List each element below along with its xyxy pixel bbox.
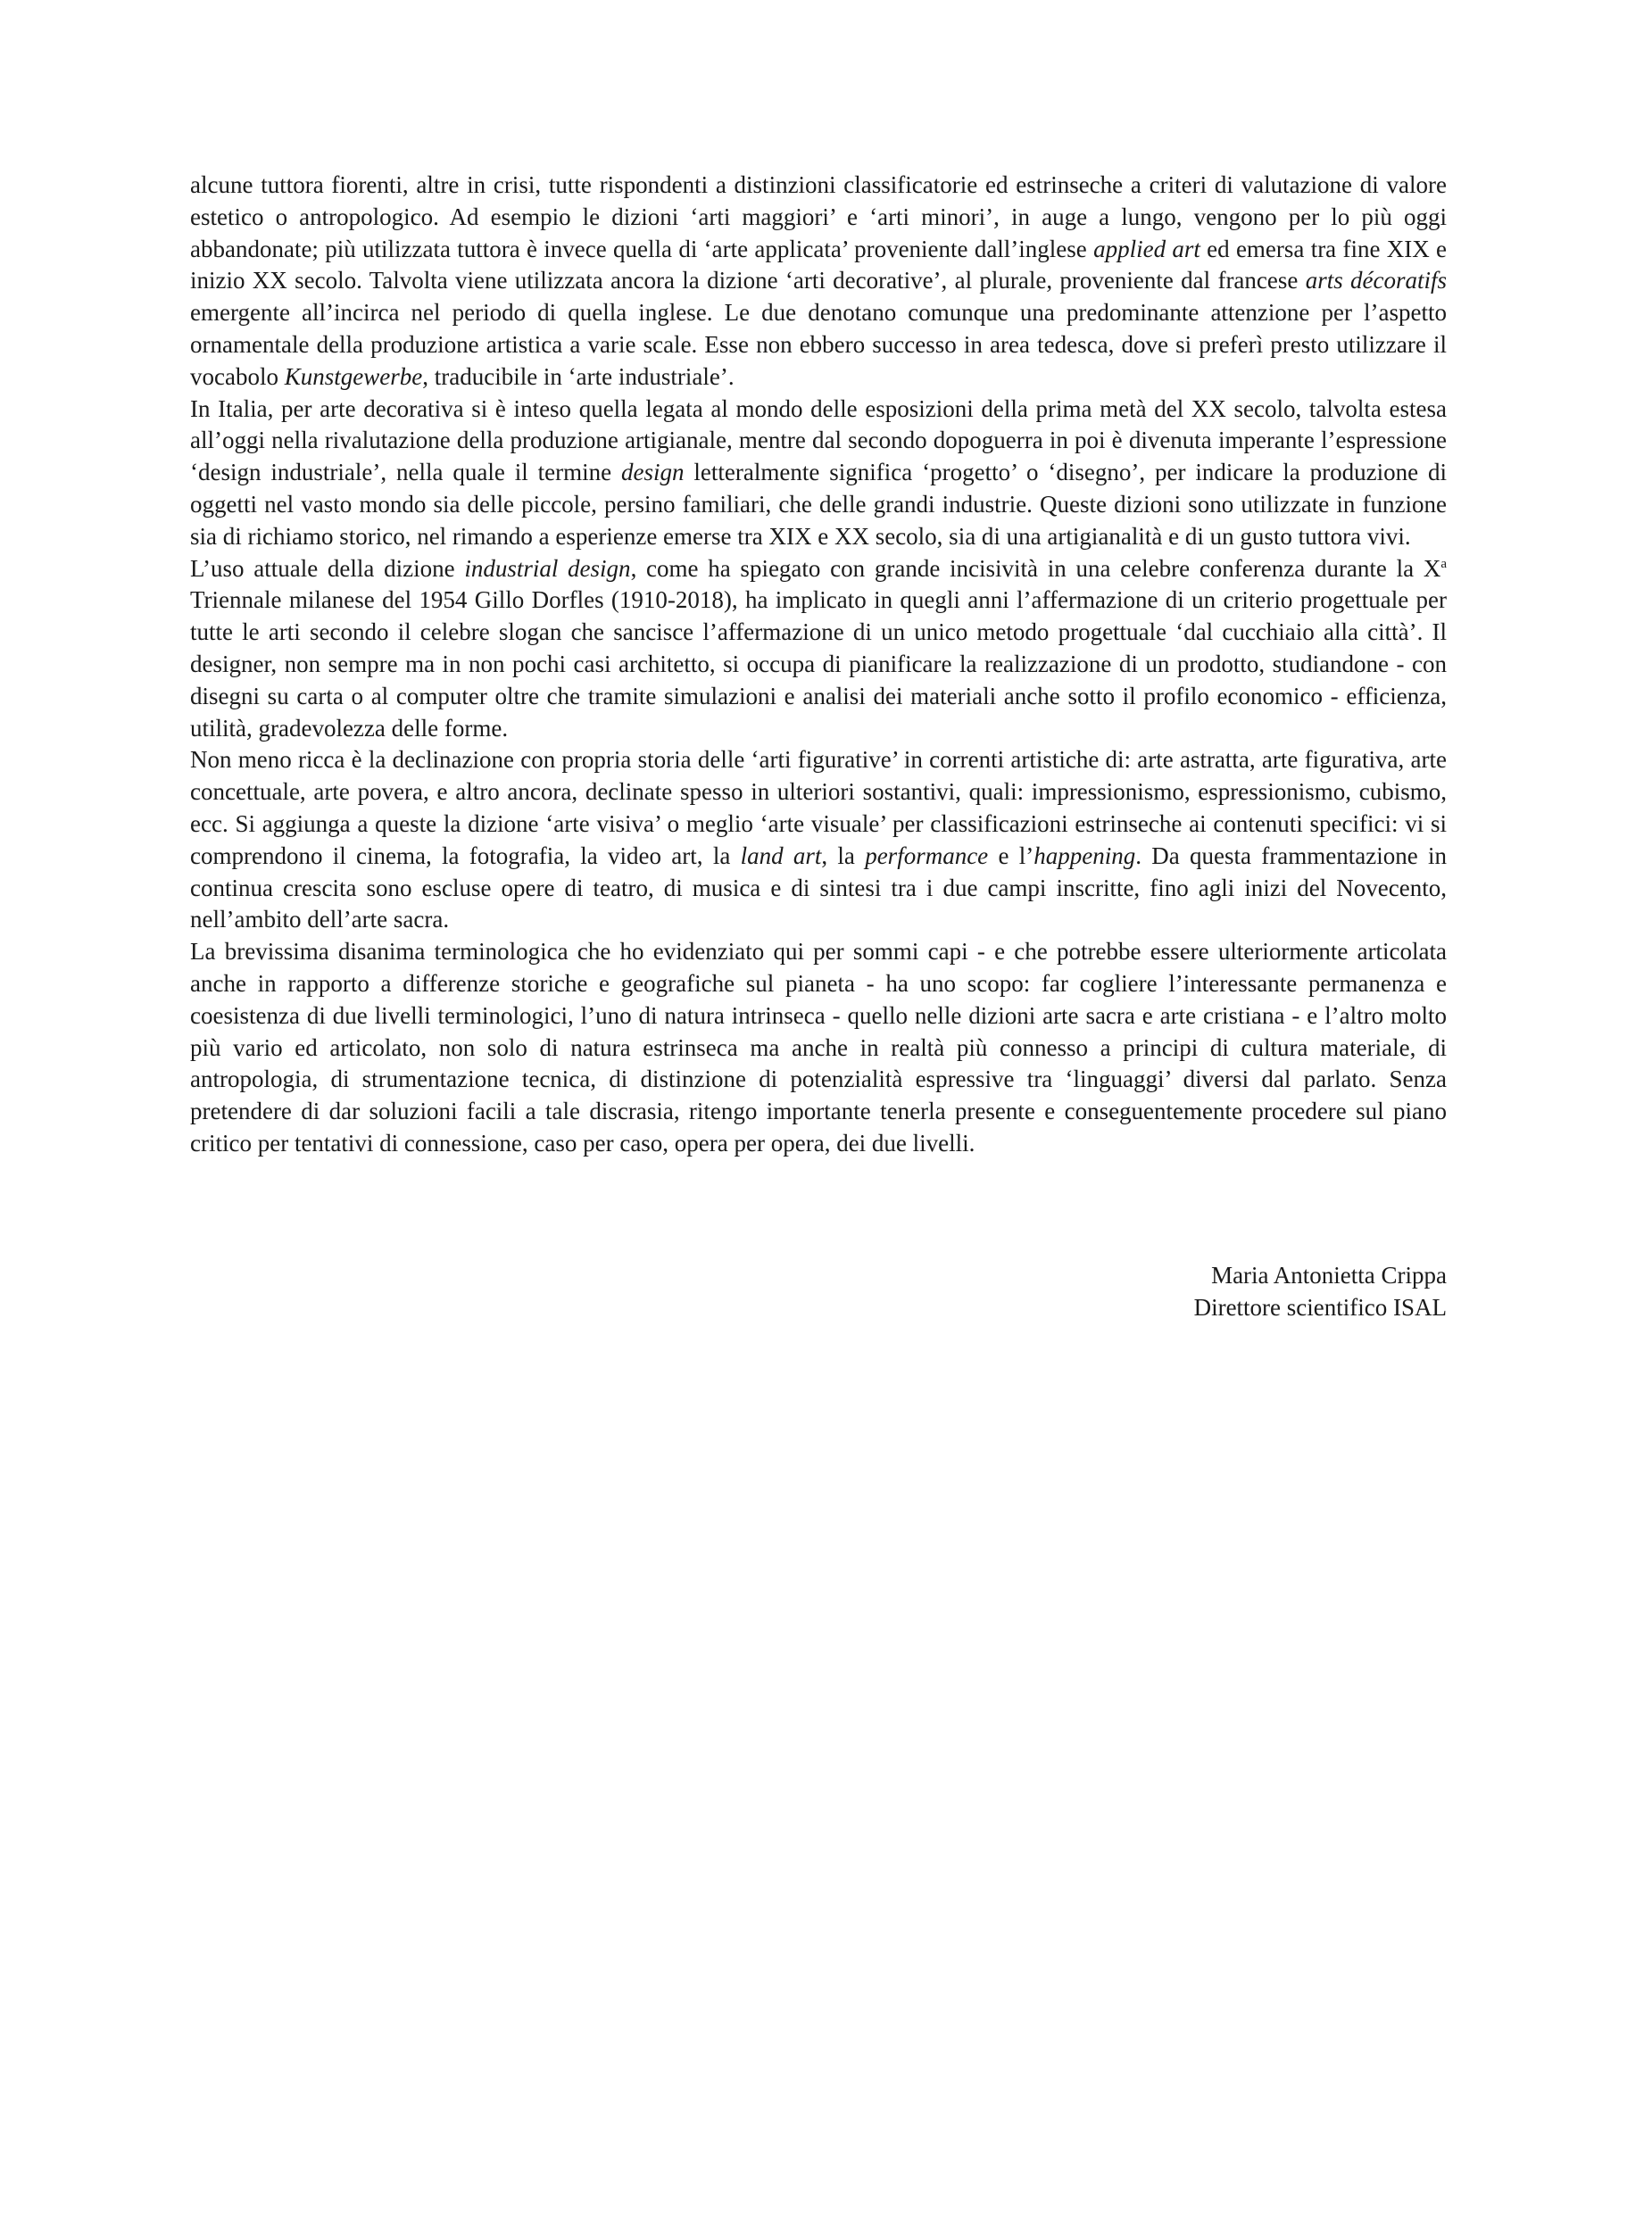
paragraph-2: [190, 394, 1447, 553]
paragraph-1: [190, 170, 1447, 394]
text-run: . Da questa frammentazione in continua crescita sono escluse opere di teatro, di musica e di sintesi tra i due campi inscritte, fino agli inizi del Novecento, nell’ambito dell’arte sacra.: [190, 842, 1447, 933]
author-name: Maria Antonietta Crippa: [1211, 1262, 1447, 1289]
italic-term: industrial design: [464, 554, 631, 582]
signature-block: [1194, 1259, 1447, 1323]
text-run: , la: [821, 842, 866, 869]
text-run: alcune tuttora fiorenti, altre in crisi, tutte rispondenti a distinzioni classificatorie ed estrinseche a criteri di valutazione di valore estetico o antropologico. Ad esempio le dizioni ‘arti maggiori’ e ‘arti minori’, in auge a lungo, vengono per lo più oggi abbandonate; più utilizzata tuttora è invece quella di ‘arte applicata’ proveniente dall’inglese: [190, 171, 1447, 262]
text-run: e l’: [988, 842, 1034, 869]
paragraph-3: [190, 553, 1447, 745]
superscript: a: [1440, 556, 1448, 571]
italic-term: arts décoratifs: [1305, 267, 1447, 294]
italic-term: design: [621, 459, 685, 486]
text-run: Triennale milanese del 1954 Gillo Dorfles (1910-2018), ha implicato in quegli anni l’affermazione di un criterio progettuale per tutte le arti secondo il celebre slogan che sancisce l’affermazione di un unico metodo progettuale ‘dal cucchiaio alla città’. Il designer, non sempre ma in non pochi casi architetto, si occupa di pianificare la realizzazione di un prodotto, studiandone - con disegni su carta o al computer oltre che tramite simulazioni e analisi dei materiali anche sotto il profilo economico - efficienza, utilità, gradevolezza delle forme.: [190, 586, 1447, 742]
text-run: La brevissima disanima terminologica che ho evidenziato qui per sommi capi - e che potrebbe essere ulteriormente articolata anche in rapporto a differenze storiche e geografiche sul pianeta - ha uno scopo: far cogliere l’interessante permanenza e coesistenza di due livelli terminologici, l’uno di natura intrinseca - quello nelle dizioni arte sacra e arte cristiana - e l’altro molto più vario ed articolato, non solo di natura estrinseca ma anche in realtà più connesso a principi di cultura materiale, di antropologia, di strumentazione tecnica, di distinzione di potenzialità espressive tra ‘linguaggi’ diversi dal parlato. Senza pretendere di dar soluzioni facili a tale discrasia, ritengo importante tenerla presente e conseguentemente procedere sul piano critico per tentativi di connessione, caso per caso, opera per opera, dei due livelli.: [190, 938, 1447, 1157]
body-text: [190, 170, 1447, 1160]
text-run: , traducibile in ‘arte industriale’.: [422, 362, 735, 390]
text-run: Non meno ricca è la declinazione con propria storia delle ‘arti figurative’ in correnti artistiche di: arte astratta, arte figurativa, arte concettuale, arte povera, e altro ancora, declinate spesso in ulteriori sostantivi, quali: impressionismo, espressionismo, cubismo, ecc. Si aggiunga a queste la dizione ‘arte visiva’ o meglio ‘arte visuale’ per classificazioni estrinseche ai contenuti specifici: vi si comprendono il cinema, la fotografia, la video art, la: [190, 746, 1447, 869]
text-run: L’uso attuale della dizione: [190, 554, 465, 582]
author-role: Direttore scientifico ISAL: [1193, 1294, 1447, 1321]
text-run: letteralmente significa ‘progetto’ o ‘disegno’, per indicare la produzione di oggetti nel vasto mondo sia delle piccole, persino familiari, che delle grandi industrie. Queste dizioni sono utilizzate in funzione sia di richiamo storico, nel rimando a esperienze emerse tra XIX e XX secolo, sia di una artigianalità e di un gusto tuttora vivi.: [190, 459, 1447, 550]
italic-term: Kunstgewerbe: [284, 362, 423, 390]
italic-term: applied art: [1093, 235, 1200, 262]
text-run: , come ha spiegato con grande incisività in una celebre conferenza durante la X: [630, 554, 1441, 582]
text-run: In Italia, per arte decorativa si è inteso quella legata al mondo delle esposizioni della prima metà del XX secolo, talvolta estesa all’oggi nella rivalutazione della produzione artigianale, mentre dal secondo dopoguerra in poi è divenuta imperante l’espressione ‘design industriale’, nella quale il termine: [190, 394, 1447, 486]
italic-term: happening: [1034, 842, 1136, 869]
paragraph-5: [190, 936, 1447, 1160]
text-run: emergente all’incirca nel periodo di quella inglese. Le due denotano comunque una predominante attenzione per l’aspetto ornamentale della produzione artistica a varie scale. Esse non ebbero successo in area tedesca, dove si preferì presto utilizzare il vocabolo: [190, 299, 1447, 390]
italic-term: land art: [740, 842, 822, 869]
document-page: [190, 170, 1448, 1321]
italic-term: performance: [865, 842, 989, 869]
paragraph-4: [190, 744, 1447, 936]
text-run: ed emersa tra fine XIX e inizio XX secolo. Talvolta viene utilizzata ancora la dizione ‘arti decorative’, al plurale, proveniente dal francese: [190, 235, 1447, 294]
